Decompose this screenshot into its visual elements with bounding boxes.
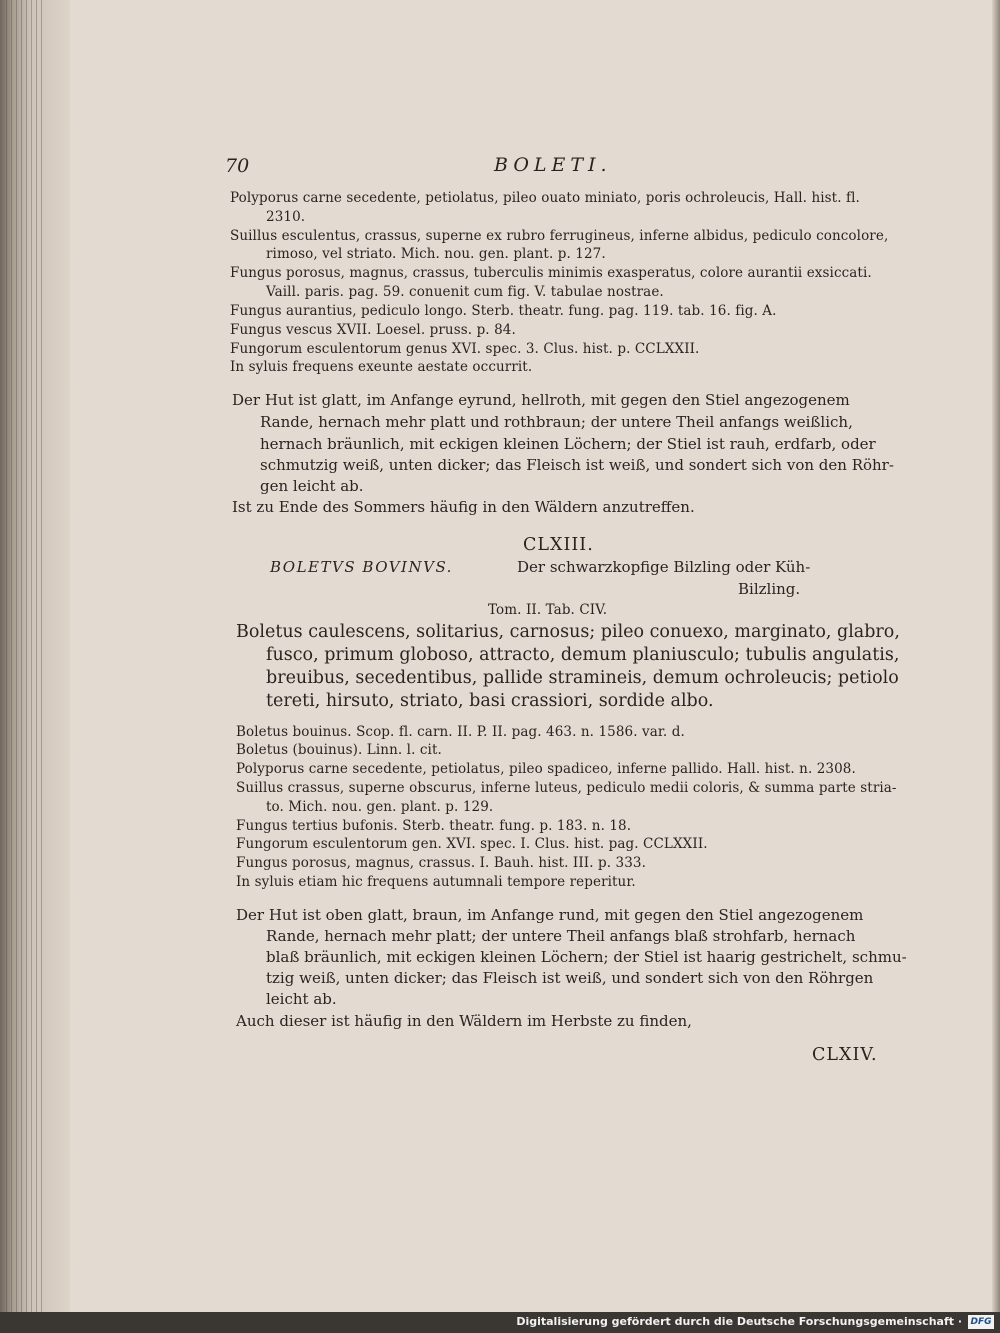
ref-line: Boletus bouinus. Scop. fl. carn. II. P. II. pag. 463. n. 1586. var. d. <box>236 724 685 740</box>
habitat-line: Ist zu Ende des Sommers häufig in den Wäldern anzutreffen. <box>232 498 695 516</box>
ref-line: Fungus vescus XVII. Loesel. pruss. p. 84. <box>230 322 516 338</box>
page-edge <box>0 0 70 1312</box>
german-line: Der Hut ist oben glatt, braun, im Anfange rund, mit gegen den Stiel angezogenem <box>236 906 864 924</box>
page <box>70 0 992 1312</box>
ref-line: Fungus aurantius, pediculo longo. Sterb. theatr. fung. pag. 119. tab. 16. fig. A. <box>230 303 777 319</box>
species-latin-name: BOLETVS BOVINVS. <box>270 558 453 576</box>
catchword: CLXIV. <box>812 1045 878 1065</box>
german-line: Der Hut ist glatt, im Anfange eyrund, hellroth, mit gegen den Stiel angezogenem <box>232 391 850 409</box>
ref-line: Fungorum esculentorum gen. XVI. spec. I. Clus. hist. pag. CCLXXII. <box>236 836 708 852</box>
german-line: schmutzig weiß, unten dicker; das Fleisch ist weiß, und sondert sich von den Röhr- <box>260 456 894 474</box>
diagnosis-line: breuibus, secedentibus, pallide stramineis, demum ochroleucis; petiolo <box>266 668 899 688</box>
footer-credit: Digitalisierung gefördert durch die Deutsche Forschungsgemeinschaft · <box>516 1315 962 1328</box>
german-line: hernach bräunlich, mit eckigen kleinen Löchern; der Stiel ist rauh, erdfarb, oder <box>260 435 876 453</box>
ref-line: Suillus esculentus, crassus, superne ex rubro ferrugineus, inferne albidus, pediculo concolore, <box>230 228 889 244</box>
ref-line: Suillus crassus, superne obscurus, inferne luteus, pediculo medii coloris, & summa parte stria- <box>236 780 897 796</box>
species-german-name-cont: Bilzling. <box>738 580 801 598</box>
ref-line: Polyporus carne secedente, petiolatus, pileo ouato miniato, poris ochroleucis, Hall. hist. fl. <box>230 190 860 206</box>
plate-reference: Tom. II. Tab. CIV. <box>488 602 608 618</box>
ref-line: Vaill. paris. pag. 59. conuenit cum fig. V. tabulae nostrae. <box>266 284 664 300</box>
german-line: leicht ab. <box>266 990 337 1008</box>
ref-line: to. Mich. nou. gen. plant. p. 129. <box>266 799 494 815</box>
diagnosis-line: Boletus caulescens, solitarius, carnosus; pileo conuexo, marginato, glabro, <box>236 622 900 642</box>
german-line: tzig weiß, unten dicker; das Fleisch ist weiß, und sondert sich von den Röhrgen <box>266 969 874 987</box>
section-number: CLXIII. <box>523 535 594 555</box>
ref-line: In syluis frequens exeunte aestate occurrit. <box>230 359 533 375</box>
ref-line: Boletus (bouinus). Linn. l. cit. <box>236 742 442 758</box>
diagnosis-line: tereti, hirsuto, striato, basi crassiori, sordide albo. <box>266 691 714 711</box>
ref-line: Polyporus carne secedente, petiolatus, pileo spadiceo, inferne pallido. Hall. hist. n. 2308. <box>236 761 856 777</box>
running-title: BOLETI. <box>494 154 612 176</box>
diagnosis-line: fusco, primum globoso, attracto, demum planiusculo; tubulis angulatis, <box>266 645 900 665</box>
german-line: gen leicht ab. <box>260 477 364 495</box>
ref-line: Fungus porosus, magnus, crassus, tuberculis minimis exasperatus, colore aurantii exsiccati. <box>230 265 872 281</box>
ref-line: In syluis etiam hic frequens autumnali tempore reperitur. <box>236 874 636 890</box>
page-number: 70 <box>225 155 250 177</box>
gutter-shadow <box>992 0 1000 1312</box>
dfg-logo-icon: DFG <box>968 1315 994 1329</box>
ref-line: Fungus porosus, magnus, crassus. I. Bauh. hist. III. p. 333. <box>236 855 646 871</box>
ref-line: rimoso, vel striato. Mich. nou. gen. plant. p. 127. <box>266 246 606 262</box>
ref-line: 2310. <box>266 209 306 225</box>
german-line: Rande, hernach mehr platt; der untere Theil anfangs blaß strohfarb, hernach <box>266 927 856 945</box>
habitat-line: Auch dieser ist häufig in den Wäldern im Herbste zu finden, <box>236 1012 692 1030</box>
footer-bar <box>0 1312 1000 1333</box>
species-german-name: Der schwarzkopfige Bilzling oder Küh- <box>517 558 811 576</box>
german-line: Rande, hernach mehr platt und rothbraun; der untere Theil anfangs weißlich, <box>260 413 853 431</box>
ref-line: Fungus tertius bufonis. Sterb. theatr. fung. p. 183. n. 18. <box>236 818 632 834</box>
german-line: blaß bräunlich, mit eckigen kleinen Löchern; der Stiel ist haarig gestrichelt, schmu- <box>266 948 907 966</box>
ref-line: Fungorum esculentorum genus XVI. spec. 3. Clus. hist. p. CCLXXII. <box>230 341 700 357</box>
